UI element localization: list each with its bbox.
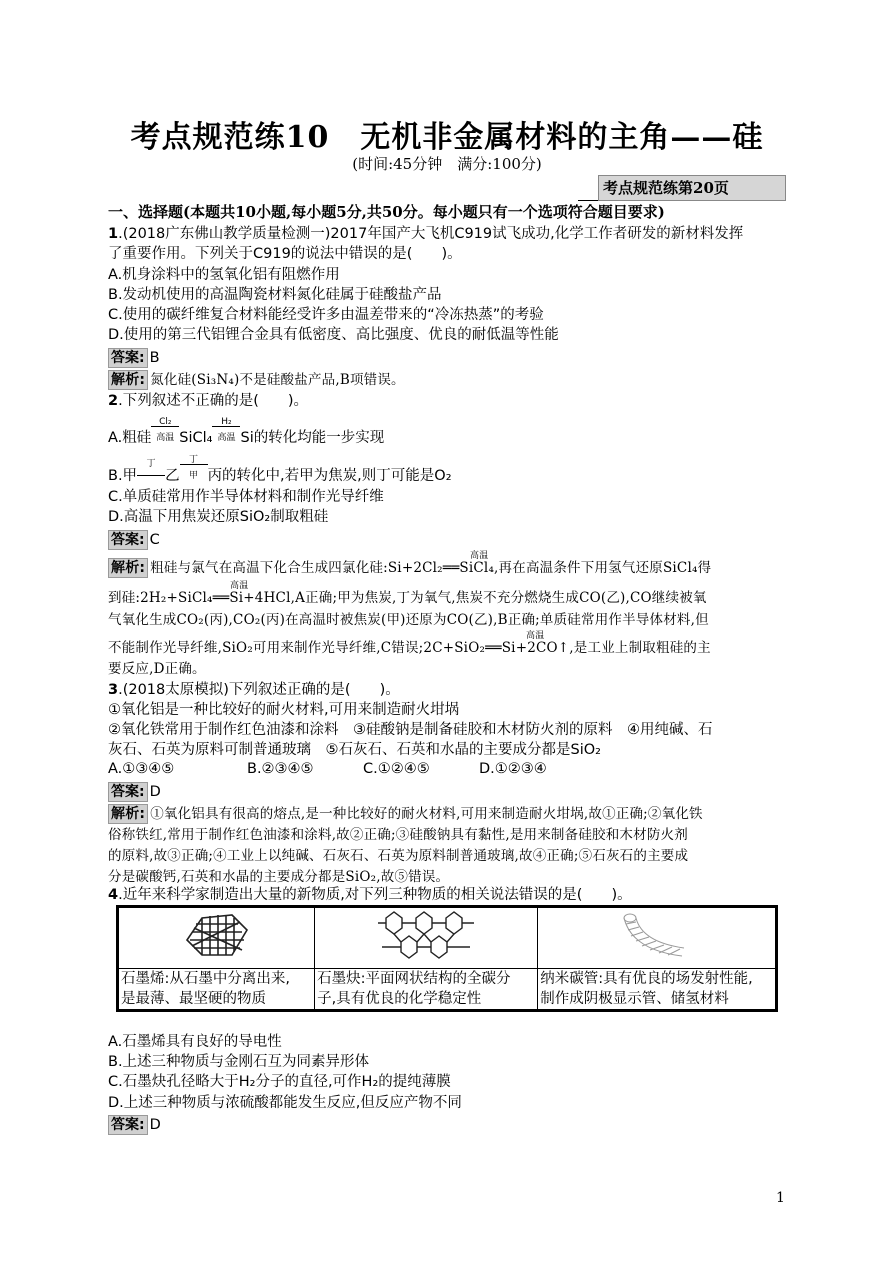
q2-stem: 2.下列叙述不正确的是( )。 bbox=[108, 393, 309, 409]
q4-option-d: D.上述三种物质与浓硫酸都能发生反应,但反应产物不同 bbox=[108, 1095, 462, 1111]
nanotube-description: 纳米碳管:具有优良的场发射性能, 制作成阴极显示管、储氢材料 bbox=[538, 969, 777, 1011]
q3-option-c: C.①②④⑤ bbox=[363, 761, 430, 777]
nanotube-image-cell bbox=[538, 907, 777, 969]
q1-analysis: 解析: 氮化硅(Si₃N₄)不是硅酸盐产品,B项错误。 bbox=[108, 370, 788, 390]
q4-stem: 4.近年来科学家制造出大量的新物质,对下列三种物质的相关说法错误的是( )。 bbox=[108, 887, 632, 903]
q2-option-a: A.粗硅 Cl₂ 高温 SiCl₄ H₂ 高温 Si的转化均能一步实现 bbox=[108, 417, 385, 446]
q2-answer: 答案: C bbox=[108, 530, 788, 550]
q1-option-d: D.使用的第三代铝锂合金具有低密度、高比强度、优良的耐低温等性能 bbox=[108, 327, 559, 343]
graphene-image-cell bbox=[118, 907, 315, 969]
q2-analysis-line4: 不能制作光导纤维,SiO₂可用来制作光导纤维,C错误;2C+SiO₂══Si+2CO↑,是工业上制取粗硅的主 高温 bbox=[108, 638, 788, 658]
q3-option-b: B.②③④⑤ bbox=[247, 761, 314, 777]
q3-answer: 答案: D bbox=[108, 782, 788, 802]
q3-analysis-line2: 俗称铁红,常用于制作红色油漆和涂料,故②正确;③硅酸钠具有黏性,是用来制备硅胶和木材防火剂 bbox=[108, 827, 688, 843]
page-badge: 考点规范练第20页 bbox=[598, 175, 786, 201]
q3-statement-1: ①氧化铝是一种比较好的耐火材料,可用来制造耐火坩埚 bbox=[108, 702, 460, 718]
q2-analysis-line2: 到硅:2H₂+SiCl₄══Si+4HCl,A正确;甲为焦炭,丁为氧气,焦炭不充分燃烧生成CO(乙),CO继续被氧 高温 bbox=[108, 588, 788, 608]
q2-analysis-line5: 要反应,D正确。 bbox=[108, 661, 206, 677]
q3-analysis-line1: 解析: ①氧化铝具有很高的熔点,是一种比较好的耐火材料,可用来制造耐火坩埚,故①正确;②氧化铁 bbox=[108, 804, 788, 824]
q4-option-a: A.石墨烯具有良好的导电性 bbox=[108, 1034, 282, 1050]
graphene-lattice-icon bbox=[182, 910, 252, 960]
graphyne-description: 石墨炔:平面网状结构的全碳分 子,具有优良的化学稳定性 bbox=[315, 969, 538, 1011]
q2-cond-1: 高温 bbox=[470, 551, 489, 561]
q2-cond-3: 高温 bbox=[526, 631, 545, 641]
q2-option-b: B.甲 丁 乙 丁 甲 丙的转化中,若甲为焦炭,则丁可能是O₂ bbox=[108, 455, 452, 484]
graphyne-network-icon bbox=[376, 908, 476, 962]
q1-option-c: C.使用的碳纤维复合材料能经受许多由温差带来的“冷冻热蒸”的考验 bbox=[108, 307, 544, 323]
q1-option-a: A.机身涂料中的氢氧化铝有阻燃作用 bbox=[108, 267, 340, 283]
q2-option-d: D.高温下用焦炭还原SiO₂制取粗硅 bbox=[108, 509, 329, 525]
q3-statement-3: 灰石、石英为原料可制普通玻璃 ⑤石灰石、石英和水晶的主要成分都是SiO₂ bbox=[108, 742, 601, 758]
q1-answer: 答案: B bbox=[108, 348, 788, 368]
q3-analysis-line4: 分是碳酸钙,石英和水晶的主要成分都是SiO₂,故⑤错误。 bbox=[108, 869, 450, 885]
q2-analysis-line1: 解析: 粗硅与氯气在高温下化合生成四氯化硅:Si+2Cl₂══SiCl₄,再在高温条件下用氢气还原SiCl₄得 高温 bbox=[108, 558, 788, 578]
q1-stem-line1: 1.(2018广东佛山教学质量检测一)2017年国产大飞机C919试飞成功,化学工作者研发的新材料发挥 bbox=[108, 226, 744, 242]
q1-option-b: B.发动机使用的高温陶瓷材料氮化硅属于硅酸盐产品 bbox=[108, 287, 442, 303]
q4-answer: 答案: D bbox=[108, 1115, 788, 1135]
q3-analysis-line3: 的原料,故③正确;④工业上以纯碱、石灰石、石英为原料制普通玻璃,故④正确;⑤石灰石的主要成 bbox=[108, 848, 689, 864]
graphene-description: 石墨烯:从石墨中分离出来, 是最薄、最坚硬的物质 bbox=[118, 969, 315, 1011]
graphyne-image-cell bbox=[315, 907, 538, 969]
page-subtitle: (时间:45分钟 满分:100分) bbox=[352, 155, 542, 173]
page-number: 1 bbox=[776, 1190, 785, 1206]
q2-analysis-line3: 气氧化生成CO₂(丙),CO₂(丙)在高温时被焦炭(甲)还原为CO(乙),B正确;单质硅常用作半导体材料,但 bbox=[108, 612, 709, 628]
q4-option-c: C.石墨炔孔径略大于H₂分子的直径,可作H₂的提纯薄膜 bbox=[108, 1074, 451, 1090]
badge-underline bbox=[578, 200, 600, 201]
carbon-nanotube-icon bbox=[622, 910, 692, 960]
q3-statement-2: ②氧化铁常用于制作红色油漆和涂料 ③硅酸钠是制备硅胶和木材防火剂的原料 ④用纯碱、石 bbox=[108, 722, 713, 738]
page-title: 考点规范练10 无机非金属材料的主角——硅 bbox=[130, 120, 764, 155]
q2-option-c: C.单质硅常用作半导体材料和制作光导纤维 bbox=[108, 489, 384, 505]
q3-option-a: A.①③④⑤ bbox=[108, 761, 175, 777]
q2-cond-2: 高温 bbox=[230, 581, 249, 591]
section-heading: 一、选择题(本题共10小题,每小题5分,共50分。每小题只有一个选项符合题目要求) bbox=[108, 203, 665, 221]
q3-option-d: D.①②③④ bbox=[479, 761, 547, 777]
materials-table bbox=[116, 905, 778, 1012]
q3-stem: 3.(2018太原模拟)下列叙述正确的是( )。 bbox=[108, 682, 400, 698]
q4-option-b: B.上述三种物质与金刚石互为同素异形体 bbox=[108, 1054, 370, 1070]
q1-stem-line2: 了重要作用。下列关于C919的说法中错误的是( )。 bbox=[108, 246, 462, 262]
